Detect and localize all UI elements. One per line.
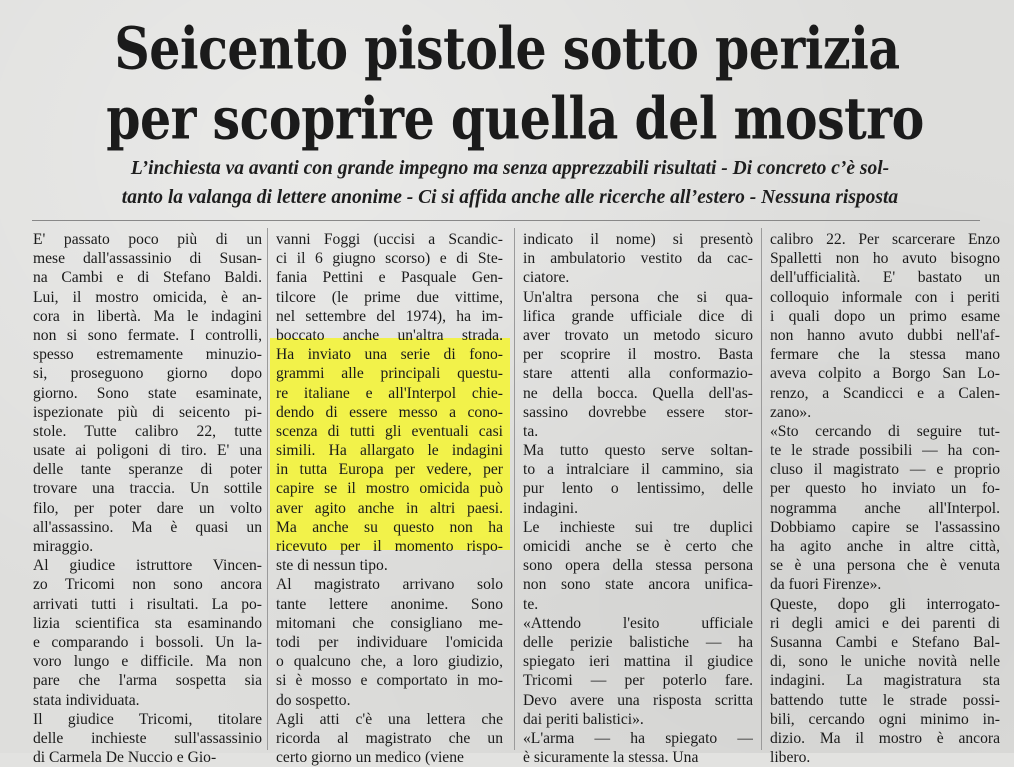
text-line: cluso il magistrato — e proprio [770,461,1000,479]
text-line: filo, per poter dare un volto [33,499,262,517]
text-line: è sicuramente la stessa. Una [523,749,699,767]
headline-line-2: per scoprire quella del mostro [106,84,924,153]
text-line: lifica grande ufficiale dice di [523,307,753,325]
text-line: indagini. [523,499,579,517]
text-line: Agli atti c'è una lettera che [276,710,503,728]
text-line: tilcore (le prime due vittime, [276,288,503,306]
text-line: per scoprire il mostro. Basta [523,346,753,364]
article-column-2 [276,230,503,767]
text-line: libero. [770,749,811,767]
text-line: dizio. Ma il mostro è ancora [770,729,1000,747]
text-line: Tricomi — per poterlo fare. [523,672,753,690]
text-line: spiegato ieri mattina il giudice [523,653,753,671]
text-line: ricorda al magistrato che un [276,729,503,747]
text-line: dai periti balistici». [523,710,644,728]
text-line: di Carmela De Nuccio e Gio- [33,749,217,767]
text-line: cora in libertà. Ma le indagini [33,307,262,325]
text-line: boccato anche un'altra strada. [276,326,503,344]
text-line: fermare che la stessa mano [770,346,1000,364]
text-line: tante lettere anonime. Sono [276,595,503,613]
column-divider [514,228,515,750]
headline-line-1: Seicento pistole sotto perizia [114,14,900,83]
text-line: «L'arma — ha spiegato — [523,729,753,747]
text-line: arrivati tutti i risultati. La po- [33,595,262,613]
text-line: Un'altra persona che si qua- [523,288,753,306]
text-line: non sono state ancora unifica- [523,576,753,594]
text-line: grammi alle principali questu- [276,365,503,383]
article-column-3 [523,230,753,767]
article-column-1 [33,230,262,767]
column-divider [761,228,762,750]
text-line: voro lungo e difficile. Ma non [33,653,262,671]
text-line: sono opera della stessa persona [523,557,753,575]
text-line: bili, cercando ogni minimo in- [770,710,1000,728]
text-line: omicidi anche se è certo che [523,538,753,555]
text-line: Susanna Cambi e Stefano Bal- [770,633,1000,651]
text-line: Ma tutto questo serve soltan- [523,442,753,460]
text-line: mese dall'assassinio di Susan- [33,250,262,268]
text-line: re italiane e all'Interpol chie- [276,384,503,402]
text-line: delle inchieste sull'assassinio [33,729,262,747]
text-line: pur lento o lentissimo, delle [523,480,753,498]
text-line: Il giudice Tricomi, titolare [33,710,262,728]
text-line: di, sono le uniche novità nelle [770,653,1000,671]
text-line: ciatore. [523,269,570,287]
text-line: spesso estremamente minuzio- [33,346,262,364]
text-line: usate ai poligoni di tiro. E' una [33,442,262,460]
text-line: «Sto cercando di seguire tut- [770,422,1000,440]
text-line: Lui, il mostro omicida, è an- [33,288,262,306]
text-line: giorno. Sono state esaminate, [33,384,262,402]
text-line: Queste, dopo gli interrogato- [770,595,1000,613]
text-line: calibro 22. Per scarcerare Enzo [770,231,1000,248]
text-line: o qualcuno che, a loro giudizio, [276,653,503,671]
text-line: vanni Foggi (uccisi a Scandic- [276,231,503,248]
subheadline-line-1: L’inchiesta va avanti con grande impegno ma senza apprezzabili risultati - Di concreto c’è sol- [130,158,890,179]
text-line: in tutta Europa per vedere, per [276,461,503,479]
text-line: todi per individuare l'omicida [276,633,503,651]
text-line: colloquio informale con i periti [770,288,1000,306]
text-line: ri degli amici e dei parenti di [770,614,1000,632]
text-line: Dobbiamo capire se l'assassino [770,518,1000,536]
text-line: si, proseguono giorno dopo [33,365,262,383]
text-line: renzo, a Scandicci e a Calen- [770,384,1000,402]
text-line: Spalletti non ho avuto bisogno [770,250,1000,268]
text-line: Ma anche su questo non ha [276,518,503,536]
text-line: simili. Ha allargato le indagini [276,442,503,460]
text-line: to a intralciare il cammino, sia [523,461,753,479]
text-line: all'assassino. Ma è quasi un [33,518,262,536]
text-line: non si sono fermate. I controlli, [33,326,262,344]
text-line: indagini. La magistratura sta [770,672,1000,690]
text-line: mitomani che consigliano me- [276,614,503,632]
text-line: dendo di essere messo a cono- [276,403,503,421]
text-line: battendo tutte le strade possi- [770,691,1000,709]
text-line: Al giudice istruttore Vincen- [33,557,262,575]
text-line: lizia scientifica sta esaminando [33,614,262,632]
text-line: in ambulatorio vestito da cac- [523,250,753,268]
text-line: da fuori Firenze». [770,576,882,594]
text-line: ste di nessun tipo. [276,557,388,575]
article-column-4 [770,230,1000,767]
text-line: «Attendo l'esito ufficiale [523,614,753,632]
column-divider [267,228,268,750]
text-line: te le strade possibili — ha con- [770,442,1000,460]
text-line: ha agito anche in altre città, [770,538,1000,555]
text-line: ispezionate più di seicento pi- [33,403,262,421]
text-line: si è mosso e comportato in mo- [276,672,503,690]
text-line: ricevuto per il momento rispo- [276,538,503,555]
text-line: E' passato poco più di un [33,231,262,248]
text-line: Le inchieste sui tre duplici [523,518,753,536]
text-line: delle perizie balistiche — ha [523,633,753,651]
text-line: ta. [523,422,539,440]
text-line: ci il 6 giugno scorso) e di Ste- [276,250,503,268]
text-line: aver agito anche in altri paesi. [276,499,503,517]
text-line: delle tante speranze di poter [33,461,262,479]
text-line: miraggio. [33,538,94,555]
text-line: indicato il nome) si presentò [523,231,753,248]
text-line: aver trovato un metodo sicuro [523,326,753,344]
text-line: dell'ufficialità. E' bastato un [770,269,1000,287]
text-line: stata individuata. [33,691,140,709]
text-line: zo Tricomi non sono ancora [33,576,262,594]
text-line: nogramma anche all'Interpol. [770,499,1000,517]
text-line: e comparando i bossoli. Un la- [33,633,262,651]
text-line: capire se il mostro omicida può [276,480,503,498]
text-line: scenza di tutti gli eventuali casi [276,422,503,440]
text-line: Al magistrato arrivano solo [276,576,503,594]
text-line: Ha inviato una serie di fono- [276,346,503,364]
text-line: trovare una traccia. Un sottile [33,480,262,498]
header-rule [32,220,980,221]
text-line: certo giorno un medico (viene [276,749,464,767]
text-line: aveva colpito a Borgo San Lo- [770,365,1000,383]
text-line: i quali dopo un primo esame [770,307,1000,325]
text-line: na Cambi e di Stefano Baldi. [33,269,262,287]
text-line: Devo avere una risposta scritta [523,691,753,709]
text-line: se è una persona che è venuta [770,557,1000,575]
text-line: do sospetto. [276,691,351,709]
text-line: nel settembre del 1974), ha im- [276,307,503,325]
text-line: sassino dovrebbe essere stor- [523,403,753,421]
text-line: fania Pettini e Pasquale Gen- [276,269,503,287]
text-line: non hanno avuto dubbi nell'af- [770,326,1000,344]
subheadline-line-2: tanto la valanga di lettere anonime - Ci si affida anche alle ricerche all’estero - Nessuna risposta [121,187,899,208]
text-line: pare che l'arma sospetta sia [33,672,262,690]
text-line: per questo ho inviato un fo- [770,480,1000,498]
text-line: stole. Tutte calibro 22, tutte [33,422,262,440]
text-line: ne della bocca. Quella dell'as- [523,384,753,402]
text-line: te. [523,595,539,613]
text-line: zano». [770,403,812,421]
text-line: stare attenti alla conformazio- [523,365,753,383]
